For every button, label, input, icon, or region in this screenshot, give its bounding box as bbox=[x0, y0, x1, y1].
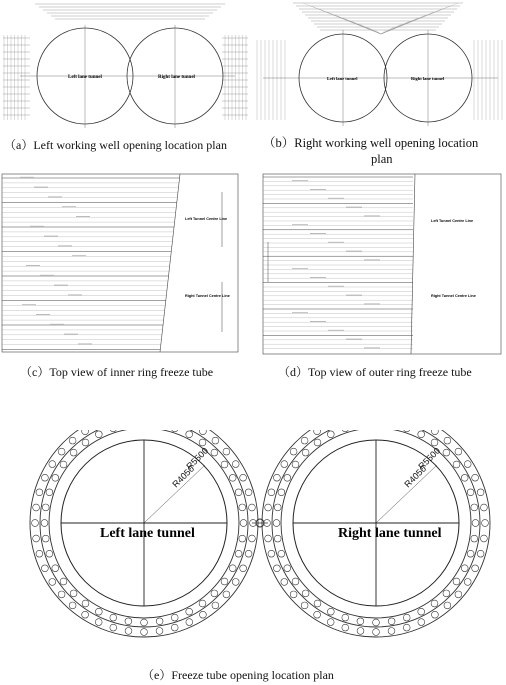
left-centre-line-label-d: Left Tunnel Centre Line bbox=[431, 219, 474, 223]
left-lane-label-b: Left lane tunnel bbox=[327, 76, 358, 81]
caption-d: （d）Top view of outer ring freeze tube bbox=[278, 365, 472, 379]
outer-ring-top-view-drawing bbox=[253, 172, 506, 357]
left-centre-line-label-c: Left Tunnel Centre Line bbox=[185, 217, 228, 221]
radius-inner-label-left: R4050 bbox=[170, 463, 197, 490]
left-lane-label-e: Left lane tunnel bbox=[100, 526, 195, 541]
right-lane-label-e: Right lane tunnel bbox=[338, 526, 442, 541]
caption-c: （c）Top view of inner ring freeze tube bbox=[20, 365, 214, 379]
inner-ring-top-view-drawing bbox=[0, 172, 250, 357]
right-working-well-drawing bbox=[253, 0, 506, 130]
caption-e: （e）Freeze tube opening location plan bbox=[142, 668, 334, 682]
radius-inner-label-right: R4050 bbox=[402, 463, 429, 490]
caption-b-line2: plan bbox=[371, 152, 393, 166]
radius-outer-label-right: R5500 bbox=[416, 445, 443, 472]
left-working-well-drawing bbox=[0, 0, 250, 130]
panel-d-outer-ring bbox=[253, 172, 506, 382]
right-centre-line-label-c: Right Tunnel Centre Line bbox=[185, 294, 230, 298]
caption-b-line1: （b）Right working well opening location bbox=[263, 136, 479, 150]
caption-a: （a）Left working well opening location plan bbox=[4, 138, 227, 152]
panel-c-inner-ring bbox=[0, 172, 250, 382]
right-lane-label-a: Right lane tunnel bbox=[158, 75, 195, 80]
panel-a-left-working-well bbox=[0, 0, 250, 150]
radius-outer-label-left: R5500 bbox=[184, 445, 211, 472]
freeze-tube-opening-drawing bbox=[0, 430, 506, 658]
panel-e-freeze-tube-plan bbox=[0, 430, 506, 685]
right-lane-label-b: Right lane tunnel bbox=[411, 76, 445, 81]
left-lane-label-a: Left lane tunnel bbox=[68, 75, 102, 80]
right-centre-line-label-d: Right Tunnel Centre Line bbox=[431, 294, 476, 298]
panel-b-right-working-well bbox=[253, 0, 506, 165]
